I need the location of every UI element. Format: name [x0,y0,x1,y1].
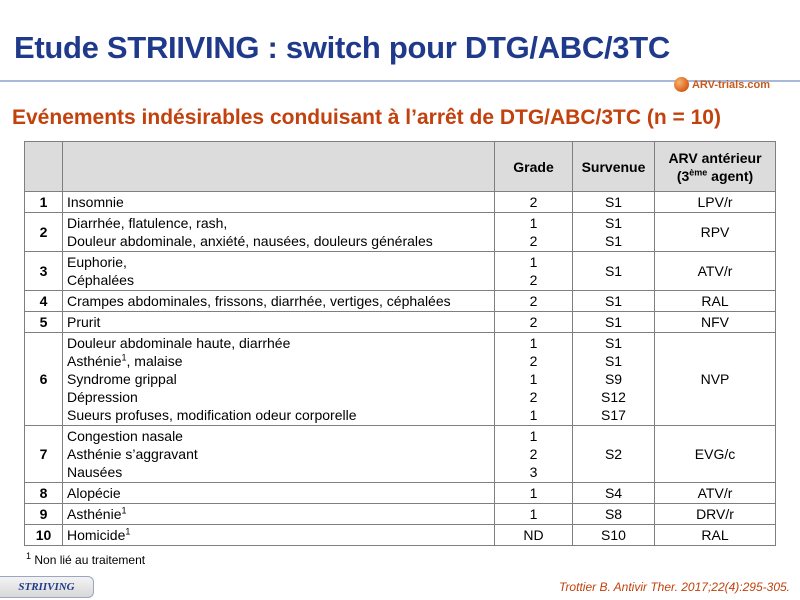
survenue-list [573,333,655,426]
survenue-value: S1 [604,335,623,351]
event-text: Asthénie s’aggravant [67,446,198,462]
adverse-events-table [24,141,776,546]
grade-value: 2 [529,353,538,369]
event-text: Dépression [67,389,138,405]
grade-value: 2 [529,233,538,249]
prior-arv: LPV/r [655,192,776,213]
event-list [63,312,495,333]
grade-list [495,192,573,213]
event-text: Alopécie [67,485,121,501]
event-item [67,484,490,502]
table-body [25,192,776,546]
header-event [63,142,495,192]
row-number: 5 [25,312,63,333]
survenue-list [573,252,655,291]
prior-arv: RAL [655,291,776,312]
event-item [67,193,490,211]
header-arv [655,142,776,192]
event-text-suffix: , malaise [126,353,183,369]
event-list [63,213,495,252]
event-item [67,526,490,544]
event-item [67,292,490,310]
event-item [67,406,490,424]
event-item [67,445,490,463]
grade-value: 2 [529,389,538,405]
event-item [67,334,490,352]
survenue-list [573,291,655,312]
event-list [63,252,495,291]
survenue-value: S9 [604,371,623,387]
survenue-value: S17 [601,407,626,423]
grade-value: ND [523,527,544,543]
table-row [25,213,776,252]
survenue-value: S1 [604,194,623,210]
event-item [67,253,490,271]
table-row [25,483,776,504]
logo-text: ARV-trials.com [691,78,770,91]
event-text: Congestion nasale [67,428,183,444]
survenue-value: S1 [604,314,623,330]
survenue-list [573,504,655,525]
survenue-value: S1 [604,353,623,369]
grade-list [495,483,573,504]
survenue-value: S1 [604,215,623,231]
row-number: 4 [25,291,63,312]
grade-value: 3 [529,464,538,480]
slide-title: Etude STRIIVING : switch pour DTG/ABC/3TC [14,30,670,65]
table-row [25,192,776,213]
prior-arv: RPV [655,213,776,252]
footnote-text: Non lié au traitement [31,553,146,567]
event-item [67,232,490,250]
grade-value: 1 [529,407,538,423]
row-number: 1 [25,192,63,213]
event-text: Douleur abdominale, anxiété, nausées, douleurs générales [67,233,433,249]
grade-value: 1 [529,371,538,387]
event-list [63,426,495,483]
table-row [25,312,776,333]
row-number: 3 [25,252,63,291]
grade-value: 2 [529,314,538,330]
prior-arv: EVG/c [655,426,776,483]
event-item [67,370,490,388]
event-item [67,388,490,406]
header-survenue: Survenue [573,142,655,192]
event-list [63,483,495,504]
survenue-list [573,483,655,504]
event-text: Crampes abdominales, frissons, diarrhée, vertiges, céphalées [67,293,451,309]
table-row [25,252,776,291]
header-arv-sup: ème [689,166,708,177]
grade-list [495,504,573,525]
grade-list [495,291,573,312]
survenue-list [573,213,655,252]
footnote-marker: 1 [26,551,32,561]
header-arv-pre: (3 [676,167,690,184]
event-text: Prurit [67,314,101,330]
header-arv-post: agent) [707,167,754,184]
survenue-value: S2 [604,446,623,462]
survenue-list [573,192,655,213]
event-footnote-marker: 1 [125,526,131,537]
grade-value: 1 [529,428,538,444]
prior-arv: ATV/r [655,483,776,504]
event-text: Asthénie [67,506,122,522]
grade-list [495,312,573,333]
event-text: Nausées [67,464,123,480]
table-header-row [25,142,776,192]
event-item [67,427,490,445]
event-text: Céphalées [67,272,134,288]
grade-list [495,426,573,483]
grade-list [495,525,573,546]
table-row [25,504,776,525]
survenue-value: S12 [601,389,626,405]
table-row [25,291,776,312]
row-number: 6 [25,333,63,426]
row-number: 9 [25,504,63,525]
event-text: Diarrhée, flatulence, rash, [67,215,228,231]
event-list [63,192,495,213]
survenue-value: S1 [604,233,623,249]
event-list [63,504,495,525]
reference-citation: Trottier B. Antivir Ther. 2017;22(4):295-305. [559,580,790,594]
grade-value: 1 [529,335,538,351]
header-arv-line1: ARV antérieur [668,149,762,166]
grade-value: 2 [529,272,538,288]
row-number: 10 [25,525,63,546]
grade-value: 1 [529,215,538,231]
survenue-value: S1 [604,263,623,279]
event-footnote-marker: 1 [121,352,127,363]
grade-value: 2 [529,446,538,462]
row-number: 8 [25,483,63,504]
event-item [67,463,490,481]
prior-arv: NVP [655,333,776,426]
grade-value: 2 [529,194,538,210]
header-grade: Grade [495,142,573,192]
survenue-list [573,312,655,333]
survenue-value: S10 [601,527,626,543]
survenue-value: S8 [604,506,623,522]
survenue-value: S1 [604,293,623,309]
table-row [25,333,776,426]
slide-subtitle: Evénements indésirables conduisant à l’arrêt de DTG/ABC/3TC (n = 10) [12,106,721,129]
event-list [63,525,495,546]
event-text: Euphorie, [67,254,127,270]
event-text: Sueurs profuses, modification odeur corporelle [67,407,357,423]
event-list [63,291,495,312]
grade-value: 1 [529,506,538,522]
header-arv-line2 [659,167,771,185]
footnote [26,553,145,567]
event-item [67,214,490,232]
event-item [67,505,490,523]
event-footnote-marker: 1 [121,505,127,516]
grade-list [495,333,573,426]
grade-value: 2 [529,293,538,309]
prior-arv: DRV/r [655,504,776,525]
event-item [67,313,490,331]
table-row [25,525,776,546]
event-text: Asthénie [67,353,122,369]
event-text: Insomnie [67,194,124,210]
event-text: Douleur abdominale haute, diarrhée [67,335,291,351]
prior-arv: NFV [655,312,776,333]
row-number: 7 [25,426,63,483]
arv-trials-logo [674,77,770,92]
table-row [25,426,776,483]
event-text: Homicide [67,527,126,543]
header-num [25,142,63,192]
prior-arv: ATV/r [655,252,776,291]
row-number: 2 [25,213,63,252]
logo-mark-icon [674,77,689,92]
prior-arv: RAL [655,525,776,546]
event-item [67,352,490,370]
event-list [63,333,495,426]
grade-value: 1 [529,485,538,501]
grade-list [495,252,573,291]
survenue-value: S4 [604,485,623,501]
event-text: Syndrome grippal [67,371,177,387]
event-item [67,271,490,289]
study-footer-tab: STRIIVING [0,576,94,598]
survenue-list [573,525,655,546]
survenue-list [573,426,655,483]
grade-value: 1 [529,254,538,270]
grade-list [495,213,573,252]
